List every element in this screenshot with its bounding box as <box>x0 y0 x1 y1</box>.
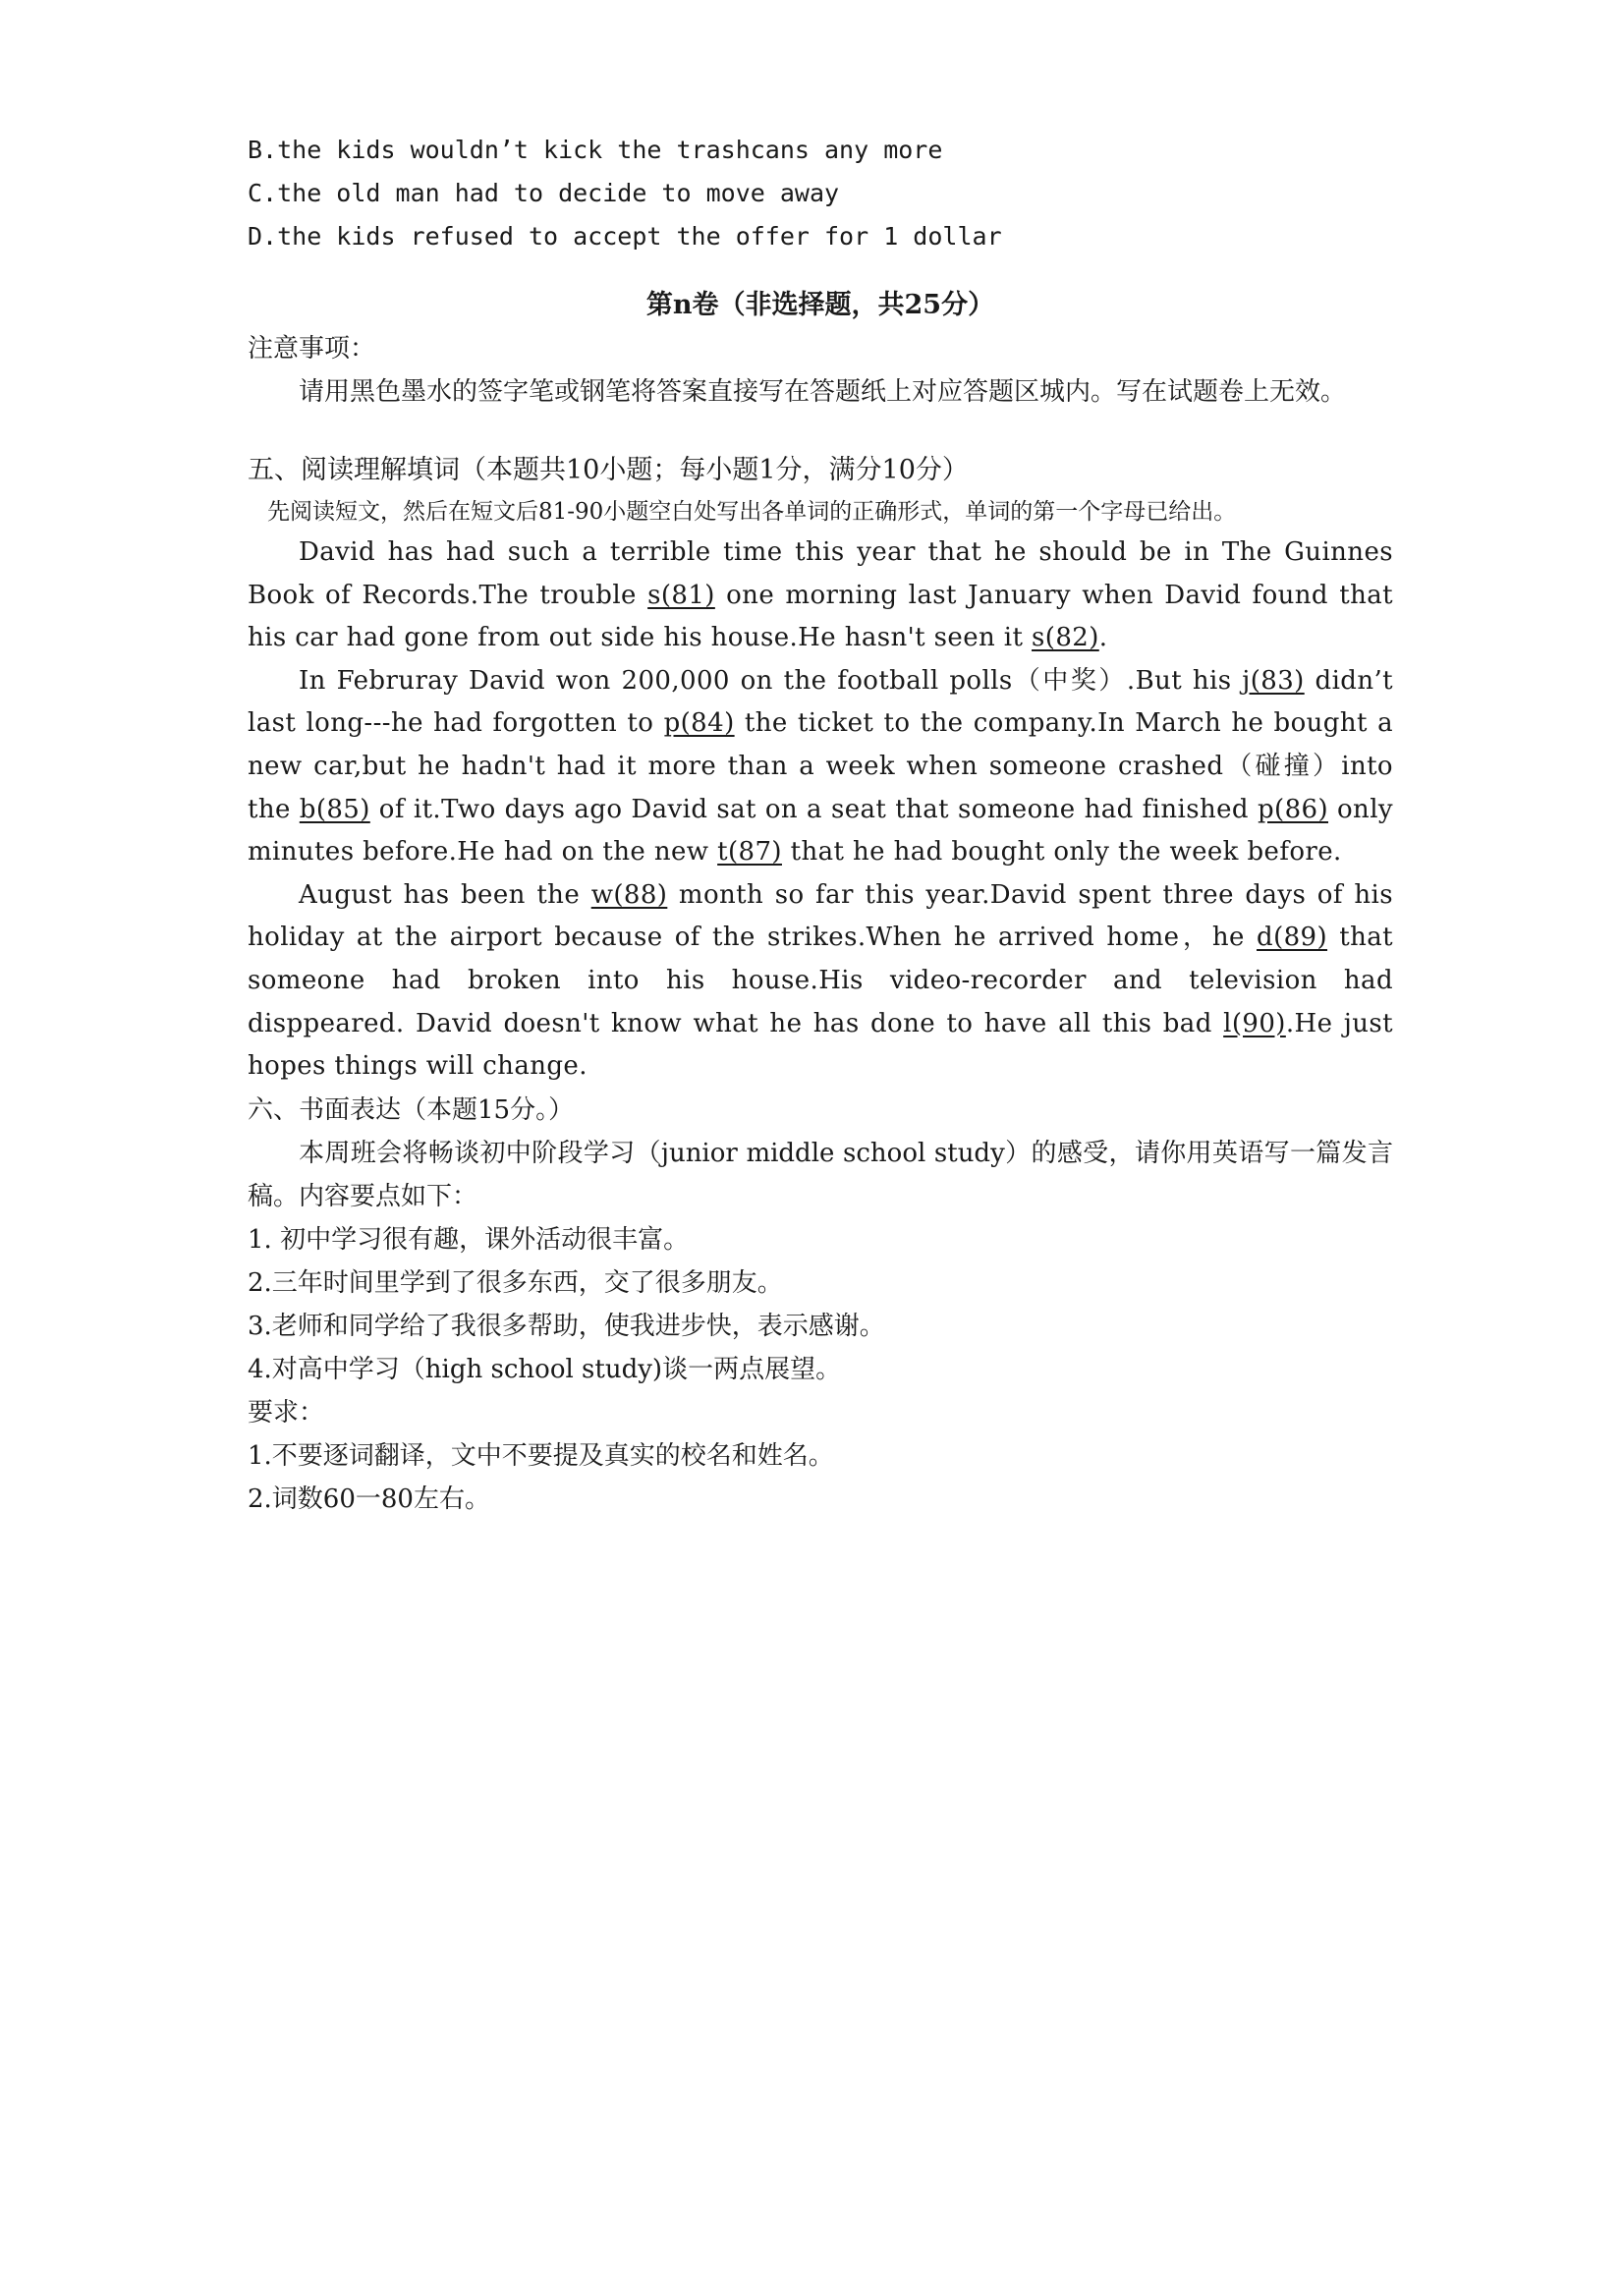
blank-84: p(84) <box>663 708 735 739</box>
notice-text: 请用黑色墨水的签字笔或钢笔将答案直接写在答题纸上对应答题区城内。写在试题卷上无效。 <box>299 377 1347 407</box>
passage-text: of it.Two days ago David sat on a seat that someone had finished <box>369 794 1258 824</box>
requirements-label: 要求： <box>248 1397 325 1428</box>
option-c: C.the old man had to decide to move away <box>248 179 840 207</box>
passage-text: month so far this year.David spent three days of his holiday at the airport because of the strikes.When he arrived home，he <box>248 879 1394 953</box>
notice-label: 注意事项： <box>248 334 376 364</box>
section5-instruction: 先阅读短文，然后在短文后81-90小题空白处写出各单词的正确形式，单词的第一个字母已给出。 <box>267 499 1237 525</box>
section5-title: 五、阅读理解填词（本题共10小题；每小题1分，满分10分） <box>248 455 969 485</box>
blank-85: b(85) <box>299 794 370 824</box>
blank-88: w(88) <box>590 879 668 910</box>
passage-text: only minutes before.He had on the new <box>248 794 1393 868</box>
blank-86: p(86) <box>1257 794 1328 824</box>
blank-89: d(89) <box>1257 923 1328 953</box>
passage-text: .He just hopes things will change. <box>248 1008 1393 1082</box>
exam-page <box>248 129 1393 1521</box>
blank-87: t(87) <box>717 837 782 868</box>
part2-title: 第n卷（非选择题，共25分） <box>645 290 995 320</box>
passage-paragraph-3 <box>248 874 1393 1089</box>
passage-text: that he had bought only the week before. <box>781 837 1342 868</box>
passage-text: didn’t last long---he had forgotten to <box>248 665 1393 739</box>
section6-intro: 本周班会将畅谈初中阶段学习（junior middle school study）的感受，请你用英语写一篇发言稿。内容要点如下： <box>248 1138 1393 1211</box>
option-b: B.the kids wouldn’t kick the trashcans any more <box>248 136 943 164</box>
option-d: D.the kids refused to accept the offer for 1 dollar <box>248 222 1002 251</box>
point-item: 1. 初中学习很有趣，课外活动很丰富。 <box>248 1224 690 1255</box>
blank-83: j(83) <box>1242 665 1305 696</box>
blank-82: s(82) <box>1032 623 1099 653</box>
passage-text: . <box>1098 623 1108 653</box>
requirement-item: 2.词数60一80左右。 <box>248 1484 490 1514</box>
passage-paragraph-2 <box>248 660 1393 874</box>
blank-90: l(90) <box>1223 1008 1286 1038</box>
passage-text: one morning last January when David found that his car had gone from out side his house.He hasn't seen it <box>248 580 1393 653</box>
point-item: 4.对高中学习（high school study)谈一两点展望。 <box>248 1354 842 1384</box>
blank-81: s(81) <box>647 580 715 610</box>
point-item: 2.三年时间里学到了很多东西，交了很多朋友。 <box>248 1267 783 1298</box>
passage-text: the ticket to the company.In March he bought a new car,but he hadn't had it more than a week when someone crashed（碰撞）into the <box>248 708 1393 824</box>
point-item: 3.老师和同学给了我很多帮助，使我进步快，表示感谢。 <box>248 1311 885 1341</box>
section6-title: 六、书面表达（本题15分。） <box>248 1094 575 1125</box>
passage-text: August has been the <box>299 879 591 910</box>
passage-text: that someone had broken into his house.His video-recorder and television had disppeared. David doesn't know what he has done to have all this bad <box>248 923 1393 1038</box>
passage-text: In Februray David won 200,000 on the football polls（中奖）.But his <box>299 665 1243 696</box>
passage-text: David has had such a terrible time this year that he should be in The Guinnes Book of Records.The trouble <box>248 537 1393 610</box>
requirement-item: 1.不要逐词翻译，文中不要提及真实的校名和姓名。 <box>248 1440 834 1471</box>
passage-paragraph-1 <box>248 532 1393 660</box>
